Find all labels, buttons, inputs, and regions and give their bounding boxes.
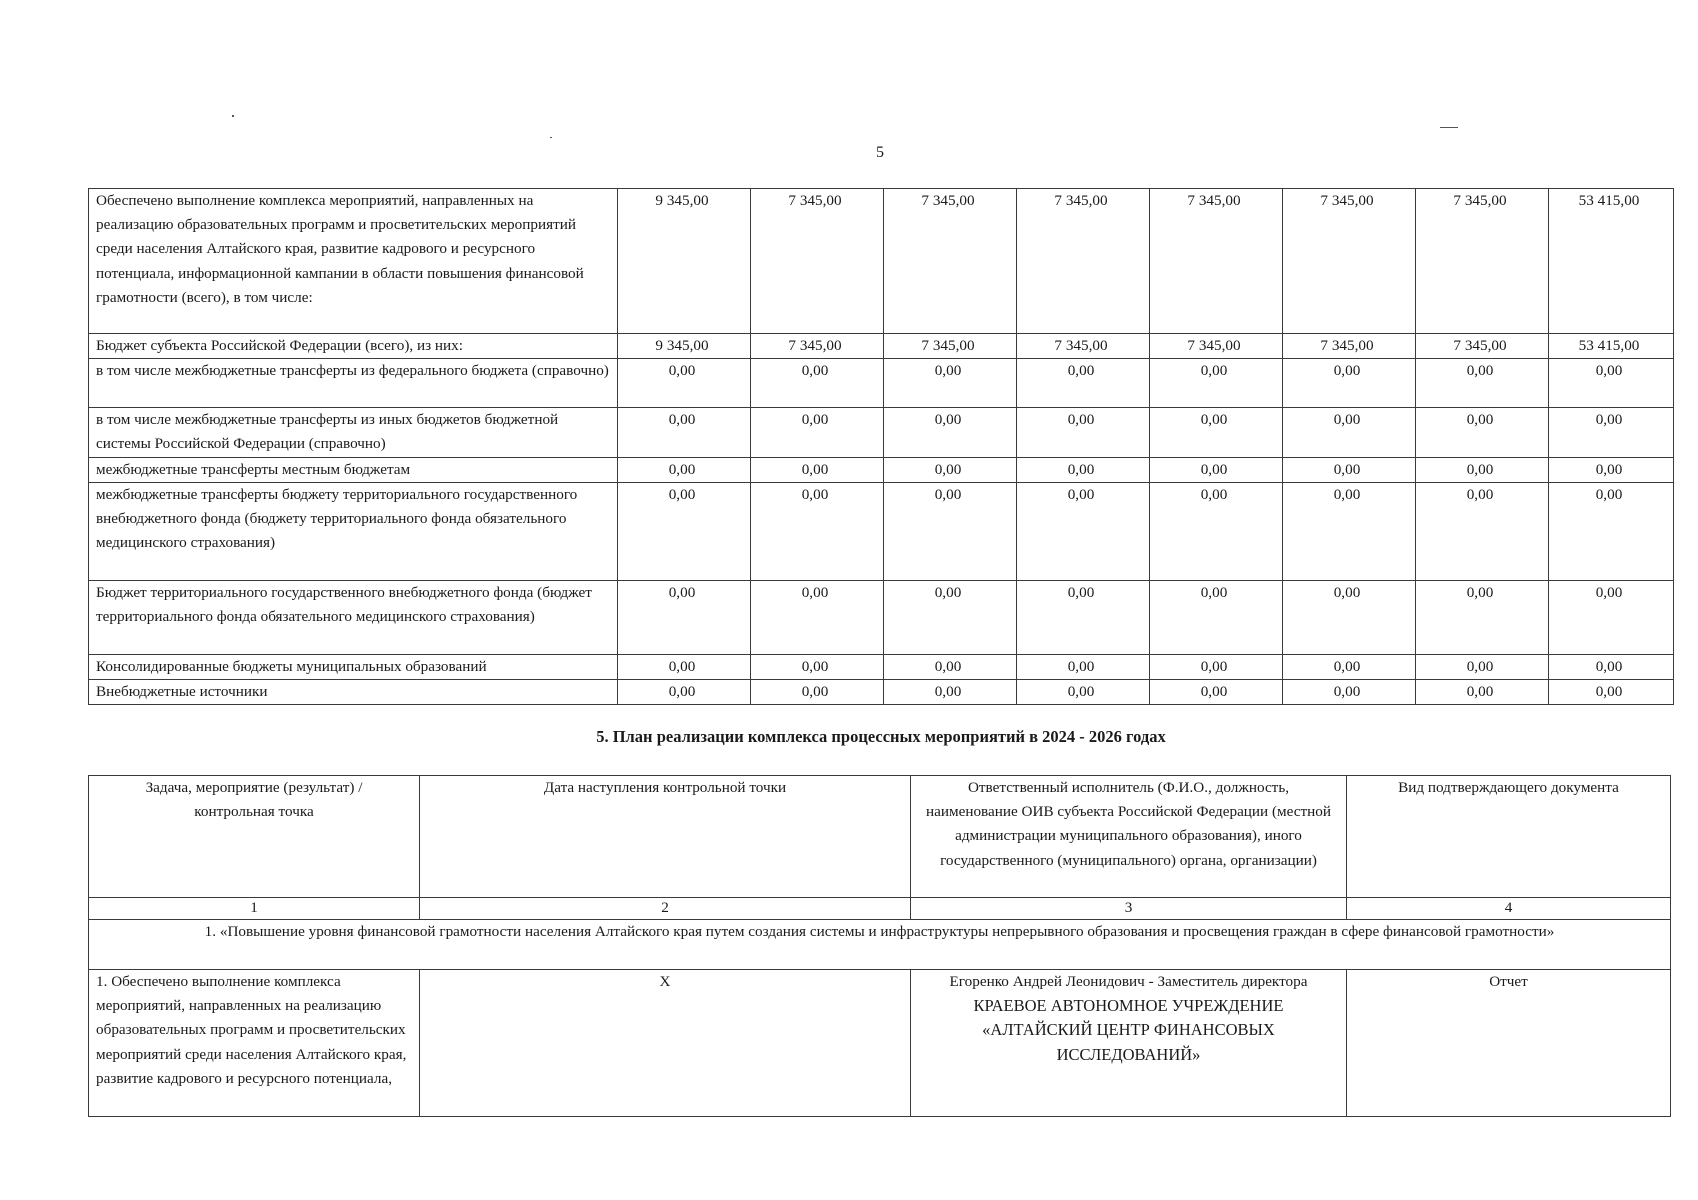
- column-number: 2: [420, 898, 911, 920]
- responsible-organization: КРАЕВОЕ АВТОНОМНОЕ УЧРЕЖДЕНИЕ «АЛТАЙСКИЙ ЦЕНТР ФИНАНСОВЫХ ИССЛЕДОВАНИЙ»: [973, 996, 1284, 1064]
- budget-value-cell: 0,00: [1150, 408, 1283, 457]
- budget-value-cell: 0,00: [751, 482, 884, 580]
- budget-value-cell: 0,00: [1549, 408, 1674, 457]
- budget-value-cell: 0,00: [1150, 482, 1283, 580]
- header-date: Дата наступления контрольной точки: [420, 776, 911, 898]
- budget-row: [89, 580, 1674, 654]
- column-number: 3: [911, 898, 1347, 920]
- item-responsible: [911, 970, 1347, 1117]
- budget-value-cell: 0,00: [884, 457, 1017, 482]
- budget-value-cell: 0,00: [1283, 457, 1416, 482]
- budget-row-label: в том числе межбюджетные трансферты из федерального бюджета (справочно): [89, 359, 618, 408]
- budget-row-label: межбюджетные трансферты бюджету территориального государственного внебюджетного фонда (бюджету территориального фонда обязательного медицинского страхования): [89, 482, 618, 580]
- budget-value-cell: 0,00: [1283, 654, 1416, 679]
- budget-value-cell: 0,00: [1283, 482, 1416, 580]
- budget-value-cell: 0,00: [1150, 680, 1283, 705]
- budget-row-label: межбюджетные трансферты местным бюджетам: [89, 457, 618, 482]
- budget-value-cell: 9 345,00: [618, 334, 751, 359]
- budget-row-label: Внебюджетные источники: [89, 680, 618, 705]
- budget-row-label: Бюджет субъекта Российской Федерации (всего), из них:: [89, 334, 618, 359]
- budget-value-cell: 0,00: [1017, 408, 1150, 457]
- budget-value-cell: 0,00: [884, 482, 1017, 580]
- budget-value-cell: 0,00: [1150, 580, 1283, 654]
- budget-value-cell: 0,00: [618, 408, 751, 457]
- budget-value-cell: 0,00: [1416, 654, 1549, 679]
- budget-value-cell: 0,00: [1416, 359, 1549, 408]
- budget-value-cell: 0,00: [884, 359, 1017, 408]
- plan-item-row: [89, 970, 1671, 1117]
- budget-value-cell: 0,00: [1150, 654, 1283, 679]
- budget-value-cell: 9 345,00: [618, 189, 751, 334]
- budget-value-cell: 0,00: [1283, 359, 1416, 408]
- budget-value-cell: 7 345,00: [884, 334, 1017, 359]
- budget-row: [89, 334, 1674, 359]
- budget-value-cell: 0,00: [618, 482, 751, 580]
- section-title: 5. План реализации комплекса процессных мероприятий в 2024 - 2026 годах: [596, 727, 1166, 746]
- responsible-person: Егоренко Андрей Леонидович - Заместитель директора: [949, 973, 1308, 990]
- budget-value-cell: 0,00: [1017, 457, 1150, 482]
- budget-value-cell: 0,00: [1549, 482, 1674, 580]
- budget-value-cell: 0,00: [1416, 457, 1549, 482]
- budget-value-cell: 0,00: [1283, 580, 1416, 654]
- budget-value-cell: 0,00: [751, 359, 884, 408]
- item-name: 1. Обеспечено выполнение комплекса мероприятий, направленных на реализацию образовательных программ и просветительских мероприятий среди населения Алтайского края, развитие кадрового и ресурсного потенциала,: [89, 970, 420, 1117]
- budget-value-cell: 53 415,00: [1549, 189, 1674, 334]
- budget-row: [89, 680, 1674, 705]
- budget-value-cell: 0,00: [751, 680, 884, 705]
- budget-value-cell: 0,00: [1017, 680, 1150, 705]
- budget-value-cell: 0,00: [1283, 680, 1416, 705]
- budget-value-cell: 0,00: [1416, 408, 1549, 457]
- budget-value-cell: 7 345,00: [1283, 189, 1416, 334]
- budget-value-cell: 0,00: [1017, 359, 1150, 408]
- budget-value-cell: 7 345,00: [1416, 334, 1549, 359]
- budget-row: [89, 457, 1674, 482]
- budget-value-cell: 7 345,00: [1017, 189, 1150, 334]
- budget-value-cell: 0,00: [1416, 680, 1549, 705]
- budget-value-cell: 0,00: [618, 359, 751, 408]
- budget-value-cell: 0,00: [1017, 580, 1150, 654]
- budget-value-cell: 0,00: [1549, 457, 1674, 482]
- budget-value-cell: 0,00: [1549, 359, 1674, 408]
- budget-row-label: в том числе межбюджетные трансферты из иных бюджетов бюджетной системы Российской Федерации (справочно): [89, 408, 618, 457]
- budget-value-cell: 7 345,00: [1017, 334, 1150, 359]
- budget-value-cell: 0,00: [751, 408, 884, 457]
- budget-value-cell: 0,00: [1549, 654, 1674, 679]
- scan-speck: [1440, 127, 1458, 128]
- budget-value-cell: 0,00: [1549, 680, 1674, 705]
- budget-value-cell: 0,00: [884, 408, 1017, 457]
- budget-value-cell: 0,00: [1416, 580, 1549, 654]
- budget-value-cell: 0,00: [618, 680, 751, 705]
- budget-value-cell: 0,00: [1150, 457, 1283, 482]
- budget-row: [89, 359, 1674, 408]
- budget-row: [89, 189, 1674, 334]
- budget-value-cell: 0,00: [751, 654, 884, 679]
- budget-value-cell: 0,00: [1017, 482, 1150, 580]
- plan-table: [88, 775, 1671, 1117]
- plan-header-row: [89, 776, 1671, 898]
- budget-row-label: Бюджет территориального государственного внебюджетного фонда (бюджет территориального фонда обязательного медицинского страхования): [89, 580, 618, 654]
- plan-task-row: [89, 920, 1671, 970]
- header-responsible: Ответственный исполнитель (Ф.И.О., должность, наименование ОИВ субъекта Российской Федерации (местной администрации муниципального образования), иного государственного (муниципального) органа, организации): [911, 776, 1347, 898]
- budget-value-cell: 0,00: [1416, 482, 1549, 580]
- budget-value-cell: 0,00: [751, 580, 884, 654]
- header-document: Вид подтверждающего документа: [1347, 776, 1671, 898]
- item-document: Отчет: [1347, 970, 1671, 1117]
- column-number: 1: [89, 898, 420, 920]
- plan-column-numbers-row: [89, 898, 1671, 920]
- budget-value-cell: 0,00: [751, 457, 884, 482]
- item-date: X: [420, 970, 911, 1117]
- budget-row-label: Обеспечено выполнение комплекса мероприятий, направленных на реализацию образовательных программ и просветительских мероприятий среди населения Алтайского края, развитие кадрового и ресурсного потенциала, информационной кампании в области повышения финансовой грамотности (всего), в том числе:: [89, 189, 618, 334]
- budget-value-cell: 0,00: [1549, 580, 1674, 654]
- budget-value-cell: 53 415,00: [1549, 334, 1674, 359]
- page-number: 5: [876, 144, 884, 161]
- budget-value-cell: 0,00: [618, 580, 751, 654]
- budget-value-cell: 7 345,00: [884, 189, 1017, 334]
- budget-value-cell: 7 345,00: [1416, 189, 1549, 334]
- budget-row: [89, 408, 1674, 457]
- budget-table: [88, 188, 1674, 705]
- budget-value-cell: 0,00: [618, 457, 751, 482]
- header-task: Задача, мероприятие (результат) / контрольная точка: [89, 776, 420, 898]
- budget-value-cell: 0,00: [618, 654, 751, 679]
- budget-value-cell: 0,00: [884, 654, 1017, 679]
- budget-value-cell: 7 345,00: [751, 189, 884, 334]
- task-title: 1. «Повышение уровня финансовой грамотности населения Алтайского края путем создания системы и инфраструктуры непрерывного образования и просвещения граждан в сфере финансовой грамотности»: [89, 920, 1671, 970]
- budget-value-cell: 7 345,00: [1150, 189, 1283, 334]
- scan-speck: [550, 137, 552, 138]
- budget-row: [89, 654, 1674, 679]
- budget-row: [89, 482, 1674, 580]
- budget-value-cell: 7 345,00: [751, 334, 884, 359]
- budget-value-cell: 0,00: [884, 680, 1017, 705]
- budget-value-cell: 0,00: [1283, 408, 1416, 457]
- budget-value-cell: 0,00: [884, 580, 1017, 654]
- budget-value-cell: 0,00: [1150, 359, 1283, 408]
- budget-value-cell: 7 345,00: [1150, 334, 1283, 359]
- budget-value-cell: 7 345,00: [1283, 334, 1416, 359]
- column-number: 4: [1347, 898, 1671, 920]
- budget-row-label: Консолидированные бюджеты муниципальных образований: [89, 654, 618, 679]
- budget-value-cell: 0,00: [1017, 654, 1150, 679]
- scan-speck: [232, 115, 234, 117]
